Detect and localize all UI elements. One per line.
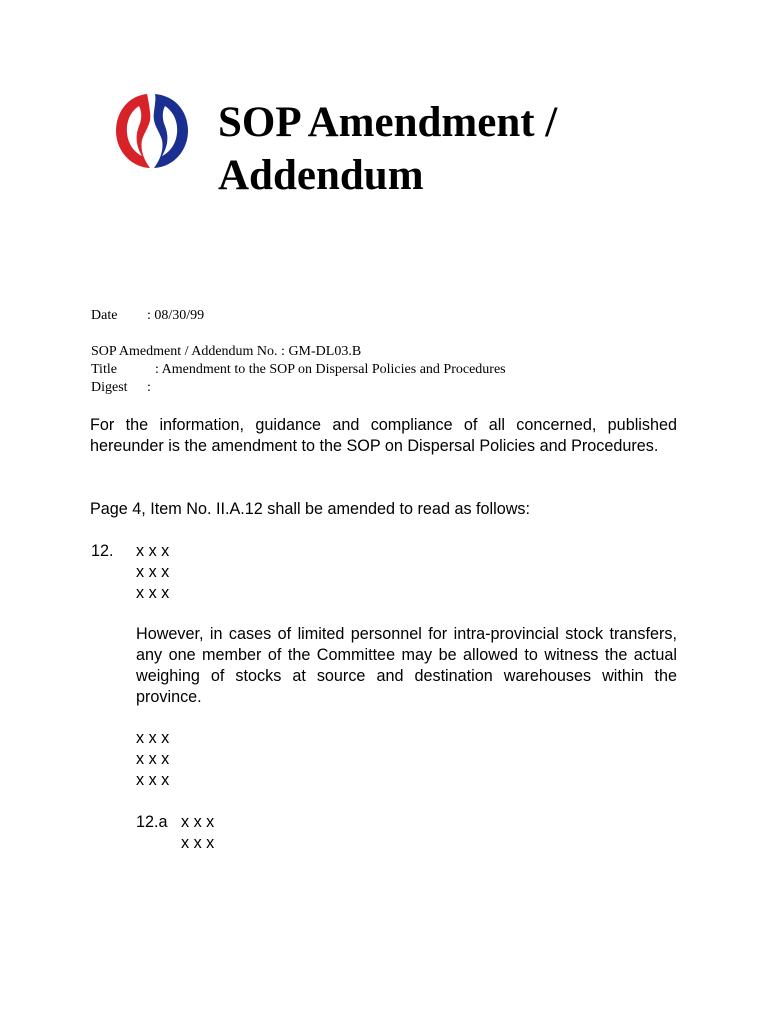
document-title xyxy=(218,96,738,202)
item-line: x x x xyxy=(136,771,170,789)
title-row xyxy=(91,361,506,379)
item-line: x x x xyxy=(136,563,170,581)
item-paragraph: However, in cases of limited personnel for intra-provincial stock transfers, any one member of the Committee may be allowed to witness the actual weighing of stocks at source and destination warehouses within the province. xyxy=(136,625,677,706)
subitem-line: x x x xyxy=(181,834,215,852)
date-label: Date xyxy=(91,308,118,323)
intro-paragraph: For the information, guidance and compliance of all concerned, published hereunder is the amendment to the SOP on Dispersal Policies and Procedures. xyxy=(90,416,677,455)
digest-value: : xyxy=(147,380,151,395)
organization-logo xyxy=(114,92,190,170)
item-line: x x x xyxy=(136,542,170,560)
item-line: x x x xyxy=(136,750,170,768)
item-line: x x x xyxy=(136,729,170,747)
date-value: : 08/30/99 xyxy=(147,308,205,323)
subitem-number: 12.a xyxy=(136,813,168,831)
date-row xyxy=(91,307,204,325)
title-label: Title xyxy=(91,362,117,377)
item-number: 12. xyxy=(91,542,114,560)
title-line-1: SOP Amendment / xyxy=(218,99,558,146)
subitem-line: x x x xyxy=(181,813,215,831)
addendum-number-label: SOP Amedment / Addendum No. : xyxy=(91,344,285,359)
digest-row xyxy=(91,379,151,397)
addendum-number-row xyxy=(91,343,361,361)
digest-label: Digest xyxy=(91,380,128,395)
title-line-2: Addendum xyxy=(218,152,424,199)
page-reference: Page 4, Item No. II.A.12 shall be amended to read as follows: xyxy=(90,500,531,518)
title-value: : Amendment to the SOP on Dispersal Policies and Procedures xyxy=(155,362,506,377)
item-line: x x x xyxy=(136,584,170,602)
addendum-number-value: GM-DL03.B xyxy=(288,344,362,359)
